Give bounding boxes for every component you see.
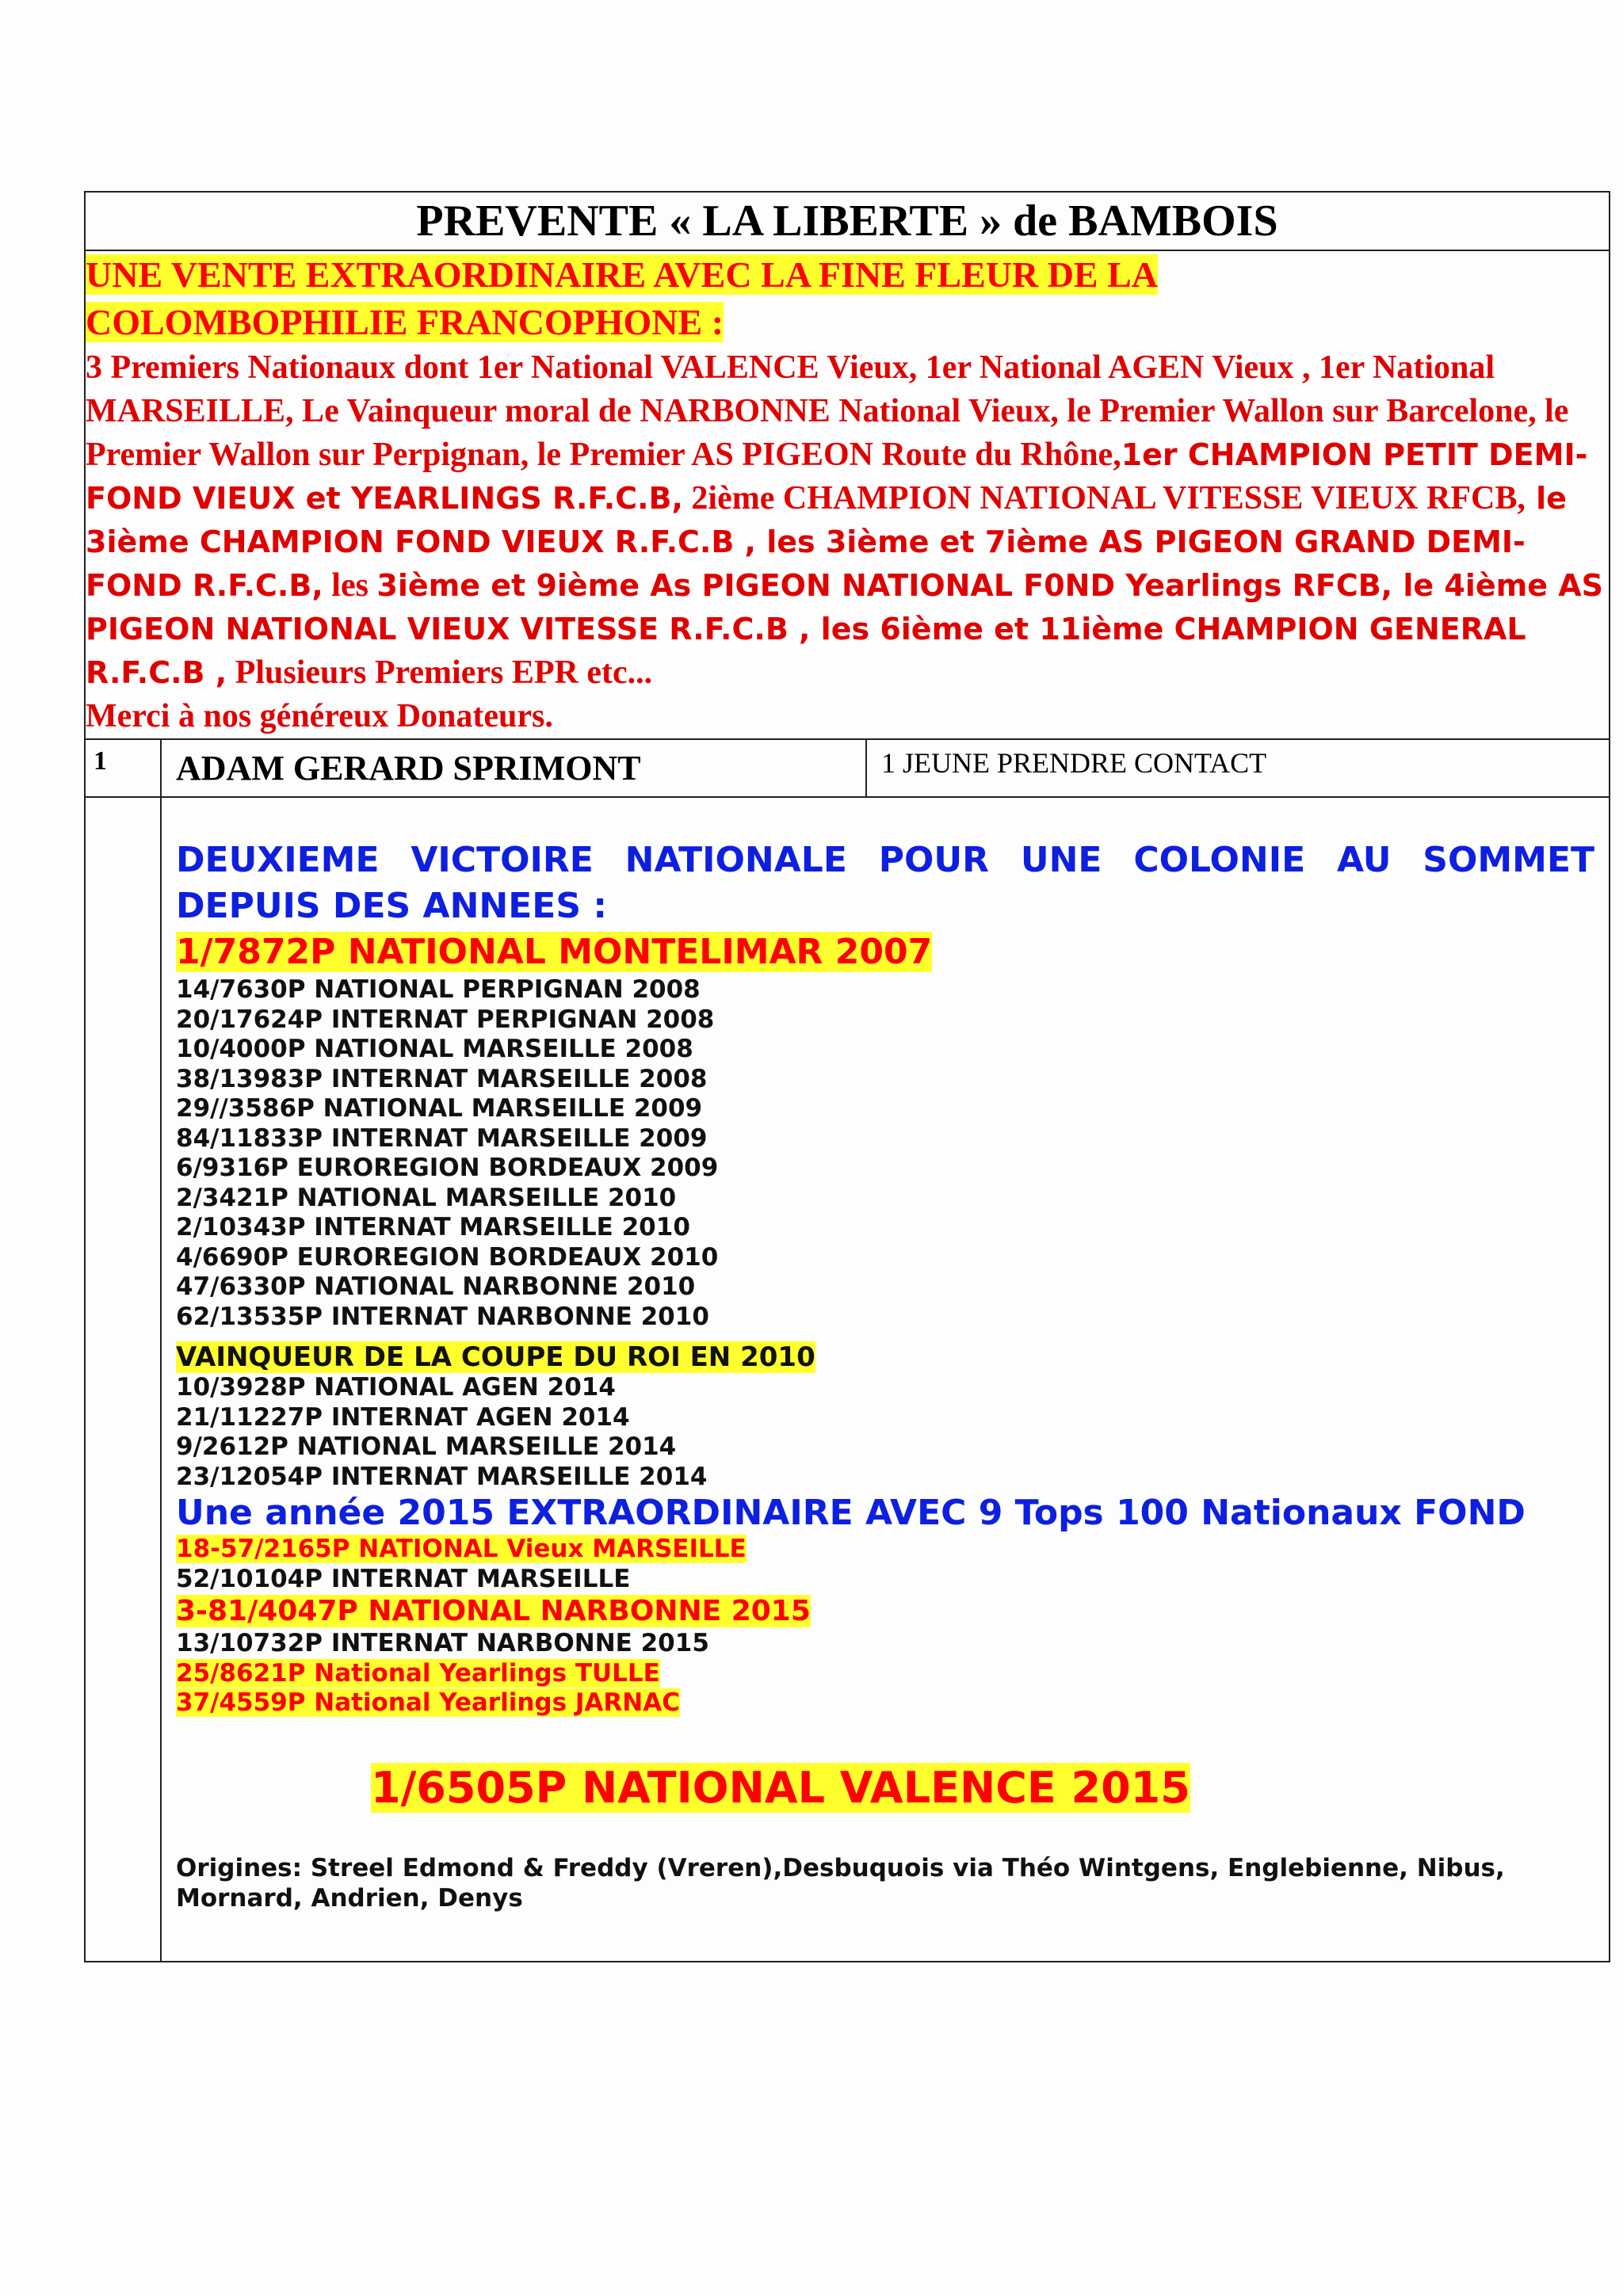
lot-content <box>161 797 1610 1962</box>
result-item: 47/6330P NATIONAL NARBONNE 2010 <box>176 1272 696 1301</box>
intro-text-sans-1: 1er CHAMPION PETIT DEMI-FOND VIEUX et YEARLINGS R.F.C.B, <box>86 437 1588 516</box>
intro-thanks: Merci à nos généreux Donateurs. <box>86 698 553 734</box>
intro-text-sans-2: le 3ième CHAMPION FOND VIEUX R.F.C.B , les 3ième et 7ième AS PIGEON GRAND DEMI-FOND R.F.C.B, <box>86 481 1567 603</box>
coupe-du-roi: VAINQUEUR DE LA COUPE DU ROI EN 2010 <box>176 1341 815 1373</box>
result-2015-6: 37/4559P National Yearlings JARNAC <box>176 1688 680 1717</box>
lot-number-spacer <box>85 797 161 1962</box>
lot-note: 1 JEUNE PRENDRE CONTACT <box>866 739 1610 797</box>
result-item: 2/3421P NATIONAL MARSEILLE 2010 <box>176 1183 677 1212</box>
intro-text-2: 2ième CHAMPION NATIONAL VITESSE VIEUX RFCB, <box>691 480 1526 517</box>
result-item: 10/3928P NATIONAL AGEN 2014 <box>176 1373 616 1402</box>
intro-text-3: les <box>323 567 369 604</box>
top-result: 1/7872P NATIONAL MONTELIMAR 2007 <box>176 932 933 972</box>
results-list-a <box>176 975 1594 1332</box>
sale-table <box>84 191 1610 1962</box>
lot-heading: DEUXIEME VICTOIRE NATIONALE POUR UNE COLONIE AU SOMMET DEPUIS DES ANNEES : <box>176 840 1595 926</box>
intro-row <box>85 250 1610 739</box>
lot-breeder: ADAM GERARD SPRIMONT <box>161 739 866 797</box>
result-item: 21/11227P INTERNAT AGEN 2014 <box>176 1402 630 1432</box>
result-item: 20/17624P INTERNAT PERPIGNAN 2008 <box>176 1005 715 1034</box>
result-2015-2: 52/10104P INTERNAT MARSEILLE <box>176 1564 631 1593</box>
result-item: 6/9316P EUROREGION BORDEAUX 2009 <box>176 1154 719 1182</box>
intro-paragraph <box>86 346 1609 738</box>
result-item: 29//3586P NATIONAL MARSEILLE 2009 <box>176 1094 703 1123</box>
result-item: 2/10343P INTERNAT MARSEILLE 2010 <box>176 1213 690 1241</box>
result-item: 84/11833P INTERNAT MARSEILLE 2009 <box>176 1123 708 1153</box>
lot-header-row <box>85 739 1610 797</box>
intro-headline <box>86 251 1609 346</box>
headline-line-2: COLOMBOPHILIE FRANCOPHONE : <box>86 302 724 342</box>
intro-text-1: 3 Premiers Nationaux dont 1er National VALENCE Vieux, 1er National AGEN Vieux , 1er National MARSEILLE, Le Vainqueur moral de NARBONNE National Vieux, le Premier Wallon sur Barcelone, le Premier Wallon sur Perpignan, le Premier AS PIGEON Route du Rhône, <box>86 349 1569 473</box>
lot-number: 1 <box>85 739 161 797</box>
intro-cell <box>85 250 1610 739</box>
title-row <box>85 192 1610 250</box>
result-item: 4/6690P EUROREGION BORDEAUX 2010 <box>176 1242 719 1272</box>
result-item: 38/13983P INTERNAT MARSEILLE 2008 <box>176 1064 708 1093</box>
result-item: 62/13535P INTERNAT NARBONNE 2010 <box>176 1302 709 1331</box>
page-title: PREVENTE « LA LIBERTE » de BAMBOIS <box>85 192 1610 250</box>
valence-victory: 1/6505P NATIONAL VALENCE 2015 <box>371 1762 1190 1813</box>
headline-line-1: UNE VENTE EXTRAORDINAIRE AVEC LA FINE FLEUR DE LA <box>86 254 1159 295</box>
origines: Origines: Streel Edmond & Freddy (Vreren),Desbuquois via Théo Wintgens, Englebienne, Nibus, Mornard, Andrien, Denys <box>176 1853 1505 1913</box>
result-item: 9/2612P NATIONAL MARSEILLE 2014 <box>176 1432 677 1461</box>
result-2015-4: 13/10732P INTERNAT NARBONNE 2015 <box>176 1629 709 1657</box>
document-page <box>84 191 1609 1962</box>
result-2015-3: 3-81/4047P NATIONAL NARBONNE 2015 <box>176 1595 811 1627</box>
intro-text-4: Plusieurs Premiers EPR etc... <box>227 654 653 691</box>
result-2015-5: 25/8621P National Yearlings TULLE <box>176 1658 660 1688</box>
result-item: 10/4000P NATIONAL MARSEILLE 2008 <box>176 1035 693 1063</box>
year-2015-heading: Une année 2015 EXTRAORDINAIRE AVEC 9 Tops 100 Nationaux FOND <box>176 1493 1526 1533</box>
results-list-b <box>176 1373 1594 1492</box>
result-item: 23/12054P INTERNAT MARSEILLE 2014 <box>176 1462 708 1491</box>
intro-text-sans-3: 3ième et 9ième As PIGEON NATIONAL F0ND Yearlings RFCB, le 4ième AS PIGEON NATIONAL VIEUX VITESSE R.F.C.B , les 6ième et 11ième CHAMPION GENERAL R.F.C.B , <box>86 568 1603 690</box>
lot-content-row <box>85 797 1610 1962</box>
result-item: 14/7630P NATIONAL PERPIGNAN 2008 <box>176 975 701 1004</box>
result-2015-1: 18-57/2165P NATIONAL Vieux MARSEILLE <box>176 1535 747 1563</box>
